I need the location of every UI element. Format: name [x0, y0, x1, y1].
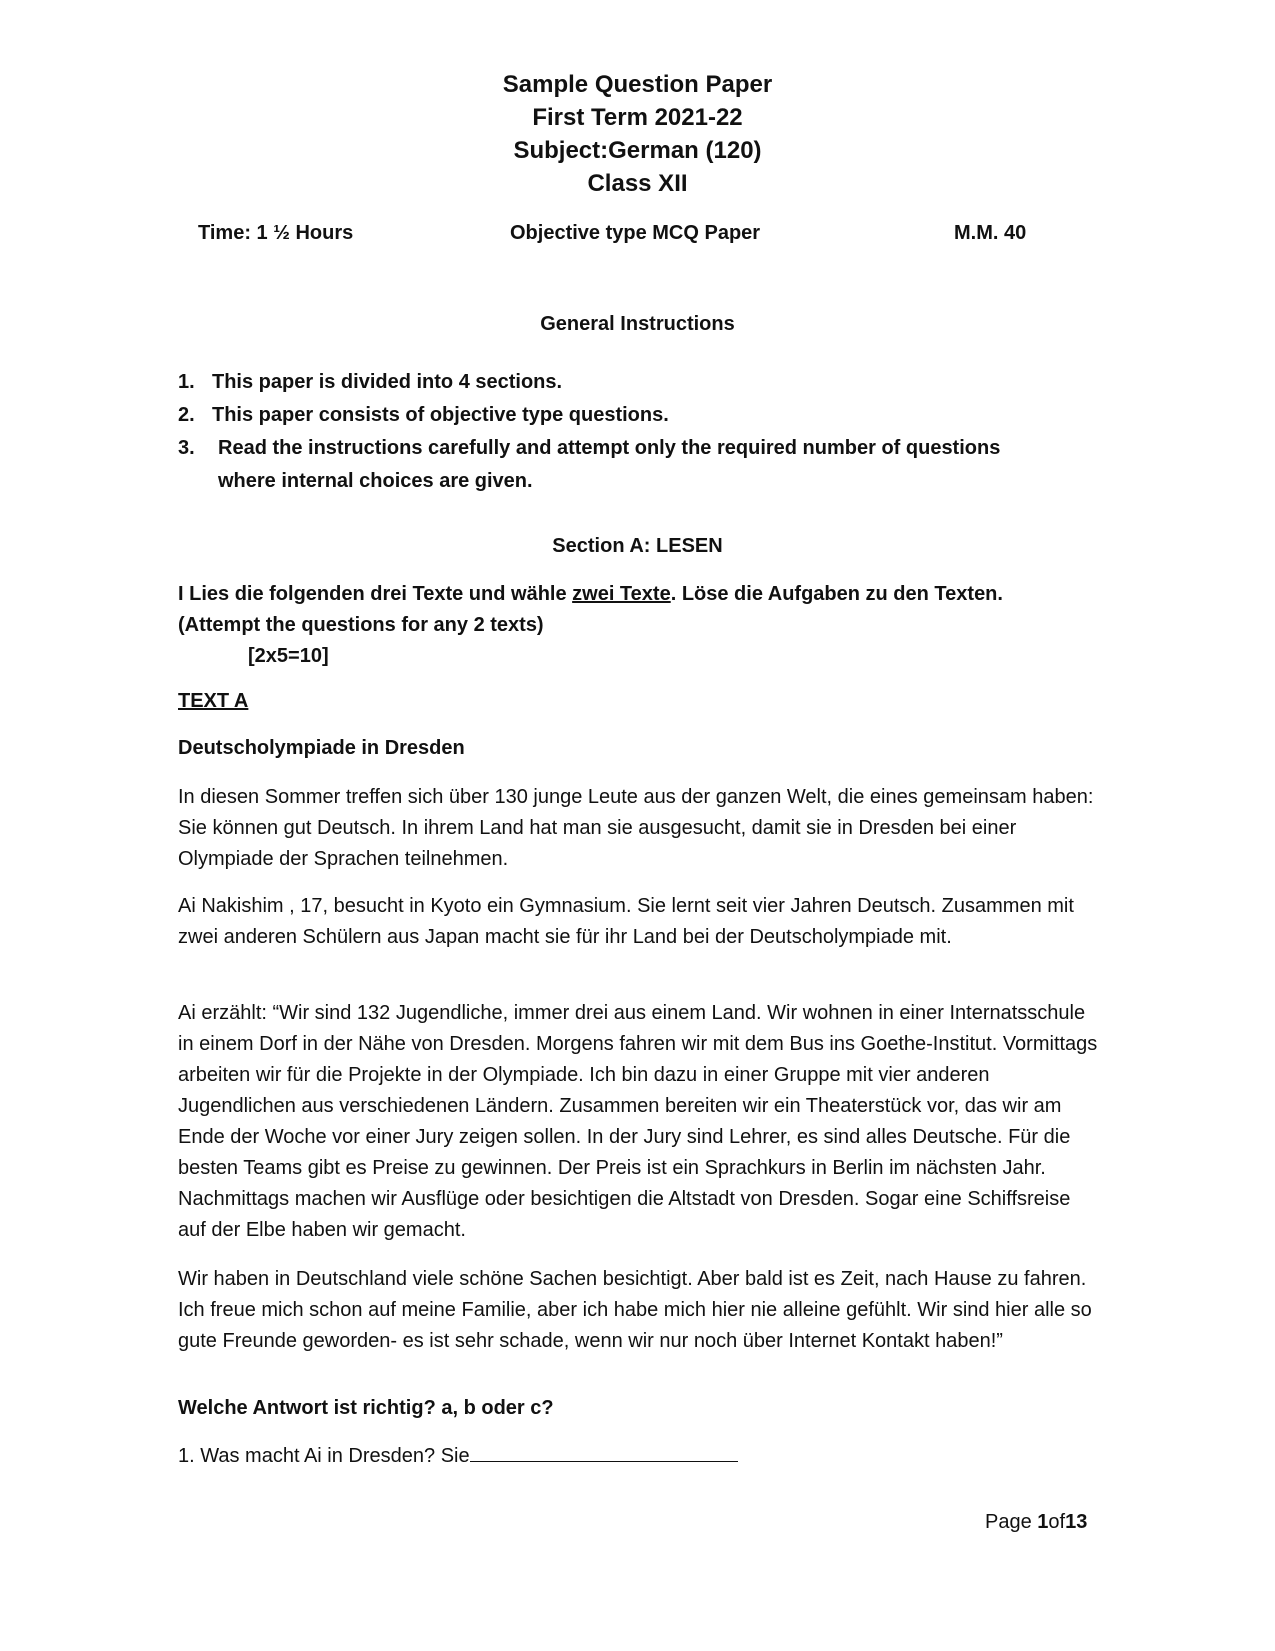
paper-subject: Subject:German (120) — [513, 137, 762, 164]
question-heading: Welche Antwort ist richtig? a, b oder c? — [178, 1397, 554, 1419]
section-a-task — [178, 579, 1078, 672]
total-pages: 13 — [1065, 1511, 1088, 1533]
article-paragraph: Wir haben in Deutschland viele schöne Sachen besichtigt. Aber bald ist es Zeit, nach Hause zu fahren. Ich freue mich schon auf meine Familie, aber ich habe mich hier nie alleine gefühlt. Wir sind hier alle so gute Freunde geworden- es ist sehr schade, wenn wir nur noch über Internet Kontakt haben!” — [178, 1268, 1092, 1352]
instruction-text: Read the instructions carefully and attempt only the required number of questions where internal choices are given. — [218, 437, 1001, 492]
instruction-number: 2. — [178, 404, 195, 426]
instruction-item — [178, 399, 1058, 432]
paper-class: Class XII — [587, 170, 688, 197]
instruction-item — [178, 366, 1058, 399]
general-instructions-heading: General Instructions — [540, 313, 735, 335]
article-paragraph: Ai Nakishim , 17, besucht in Kyoto ein Gymnasium. Sie lernt seit vier Jahren Deutsch. Zusammen mit zwei anderen Schülern aus Japan macht sie für ihr Land bei der Deutscholympiade mit. — [178, 895, 1074, 948]
paper-title: Sample Question Paper — [502, 71, 773, 98]
maximum-marks: M.M. 40 — [954, 222, 1027, 244]
time-allowed: Time: 1 ½ Hours — [198, 222, 354, 244]
instruction-item — [178, 432, 1058, 498]
article-paragraph: Ai erzählt: “Wir sind 132 Jugendliche, immer drei aus einem Land. Wir wohnen in einer Internatsschule in einem Dorf in der Nähe von Dresden. Morgens fahren wir mit dem Bus ins Goethe-Institut. Vormittags arbeiten wir für die Projekte in der Olympiade. Ich bin dazu in einer Gruppe mit vier anderen Jugendlichen aus verschiedenen Ländern. Zusammen bereiten wir ein Theaterstück vor, das wir am Ende der Woche vor einer Jury zeigen sollen. In der Jury sind Lehrer, es sind alles Deutsche. Für die besten Teams gibt es Preise zu gewinnen. Der Preis ist ein Sprachkurs in Berlin im nächsten Jahr. Nachmittags machen wir Ausflüge oder besichtigen die Altstadt von Dresden. Sogar eine Schiffsreise auf der Elbe haben wir gemacht. — [178, 1002, 1098, 1241]
task-marks: [2x5=10] — [248, 645, 329, 667]
instruction-text: This paper is divided into 4 sections. — [212, 371, 563, 393]
page-of-word: of — [1048, 1511, 1066, 1533]
text-a-label: TEXT A — [178, 690, 249, 712]
instruction-number: 3. — [178, 437, 195, 459]
task-text-underlined: zwei Texte — [572, 583, 671, 605]
paper-term: First Term 2021-22 — [532, 104, 743, 131]
article-paragraph: In diesen Sommer treffen sich über 130 junge Leute aus der ganzen Welt, die eines gemeinsam haben: Sie können gut Deutsch. In ihrem Land hat man sie ausgesucht, damit sie in Dresden bei einer Olympiade der Sprachen teilnehmen. — [178, 786, 1094, 870]
answer-blank — [470, 1443, 738, 1462]
instruction-number: 1. — [178, 371, 195, 393]
page-number — [985, 1511, 1087, 1534]
general-instructions-list — [178, 366, 1058, 498]
current-page: 1 — [1037, 1511, 1049, 1533]
question-text: 1. Was macht Ai in Dresden? Sie — [178, 1445, 470, 1467]
task-text-suffix: . Löse die Aufgaben zu den Texten.(Attempt the questions for any 2 texts) — [178, 583, 1003, 636]
question-item — [178, 1443, 738, 1468]
task-text-prefix: I Lies die folgenden drei Texte und wähle — [178, 583, 573, 605]
instruction-text: This paper consists of objective type questions. — [212, 404, 669, 426]
page-word: Page — [985, 1511, 1038, 1533]
paper-title-block — [0, 68, 1275, 200]
paper-type: Objective type MCQ Paper — [510, 222, 761, 244]
section-a-heading: Section A: LESEN — [552, 535, 723, 557]
article-title: Deutscholympiade in Dresden — [178, 737, 465, 759]
